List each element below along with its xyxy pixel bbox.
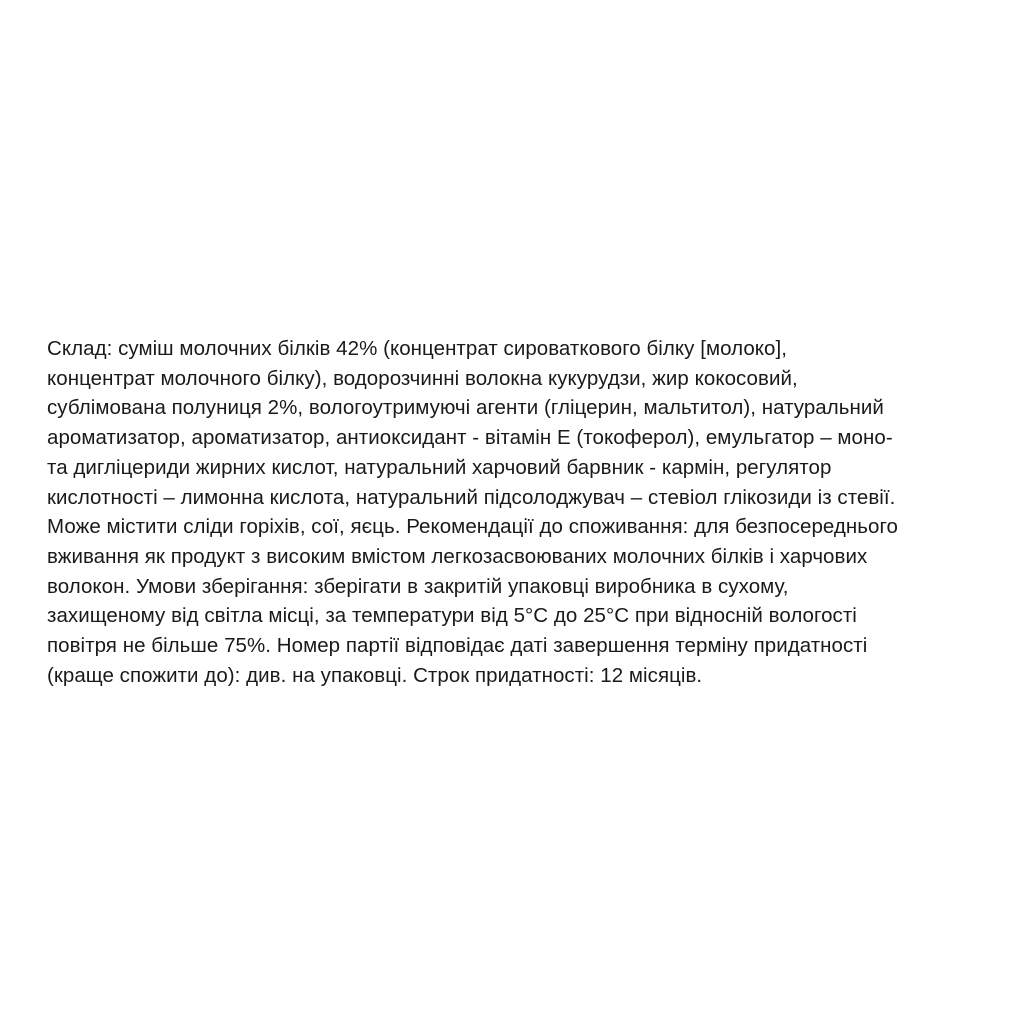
text-line-7: Може містити сліди горіхів, сої, яєць. Рекомендації до споживання: для безпосереднього [47,515,899,539]
text-line-6: кислотності – лимонна кислота, натуральний підсолоджувач – стевіол глікозиди із стевії. [47,485,896,509]
text-line-12: (краще спожити до): див. на упаковці. Строк придатності: 12 місяців. [47,663,703,687]
product-composition-text [47,334,1007,690]
text-line-1: Склад: суміш молочних білків 42% (концентрат сироваткового білку [молоко], [47,337,787,360]
text-line-8: вживання як продукт з високим вмістом легкозасвоюваних молочних білків і харчових [47,544,868,568]
text-line-9: волокон. Умови зберігання: зберігати в закритій упаковці виробника в сухому, [47,574,789,598]
text-line-2: концентрат молочного білку), водорозчинні волокна кукурудзи, жир кокосовий, [47,366,798,390]
text-line-10: захищеному від світла місці, за температури від 5°С до 25°С при відносній вологості [47,604,857,628]
text-line-3: сублімована полуниця 2%, вологоутримуючі агенти (гліцерин, мальтитол), натуральний [47,396,884,420]
text-line-5: та дигліцериди жирних кислот, натуральний харчовий барвник - кармін, регулятор [47,455,832,479]
text-line-11: повітря не більше 75%. Номер партії відповідає даті завершення терміну придатності [47,634,868,658]
text-line-4: ароматизатор, ароматизатор, антиоксидант - вітамін Е (токоферол), емульгатор – моно- [47,426,893,450]
